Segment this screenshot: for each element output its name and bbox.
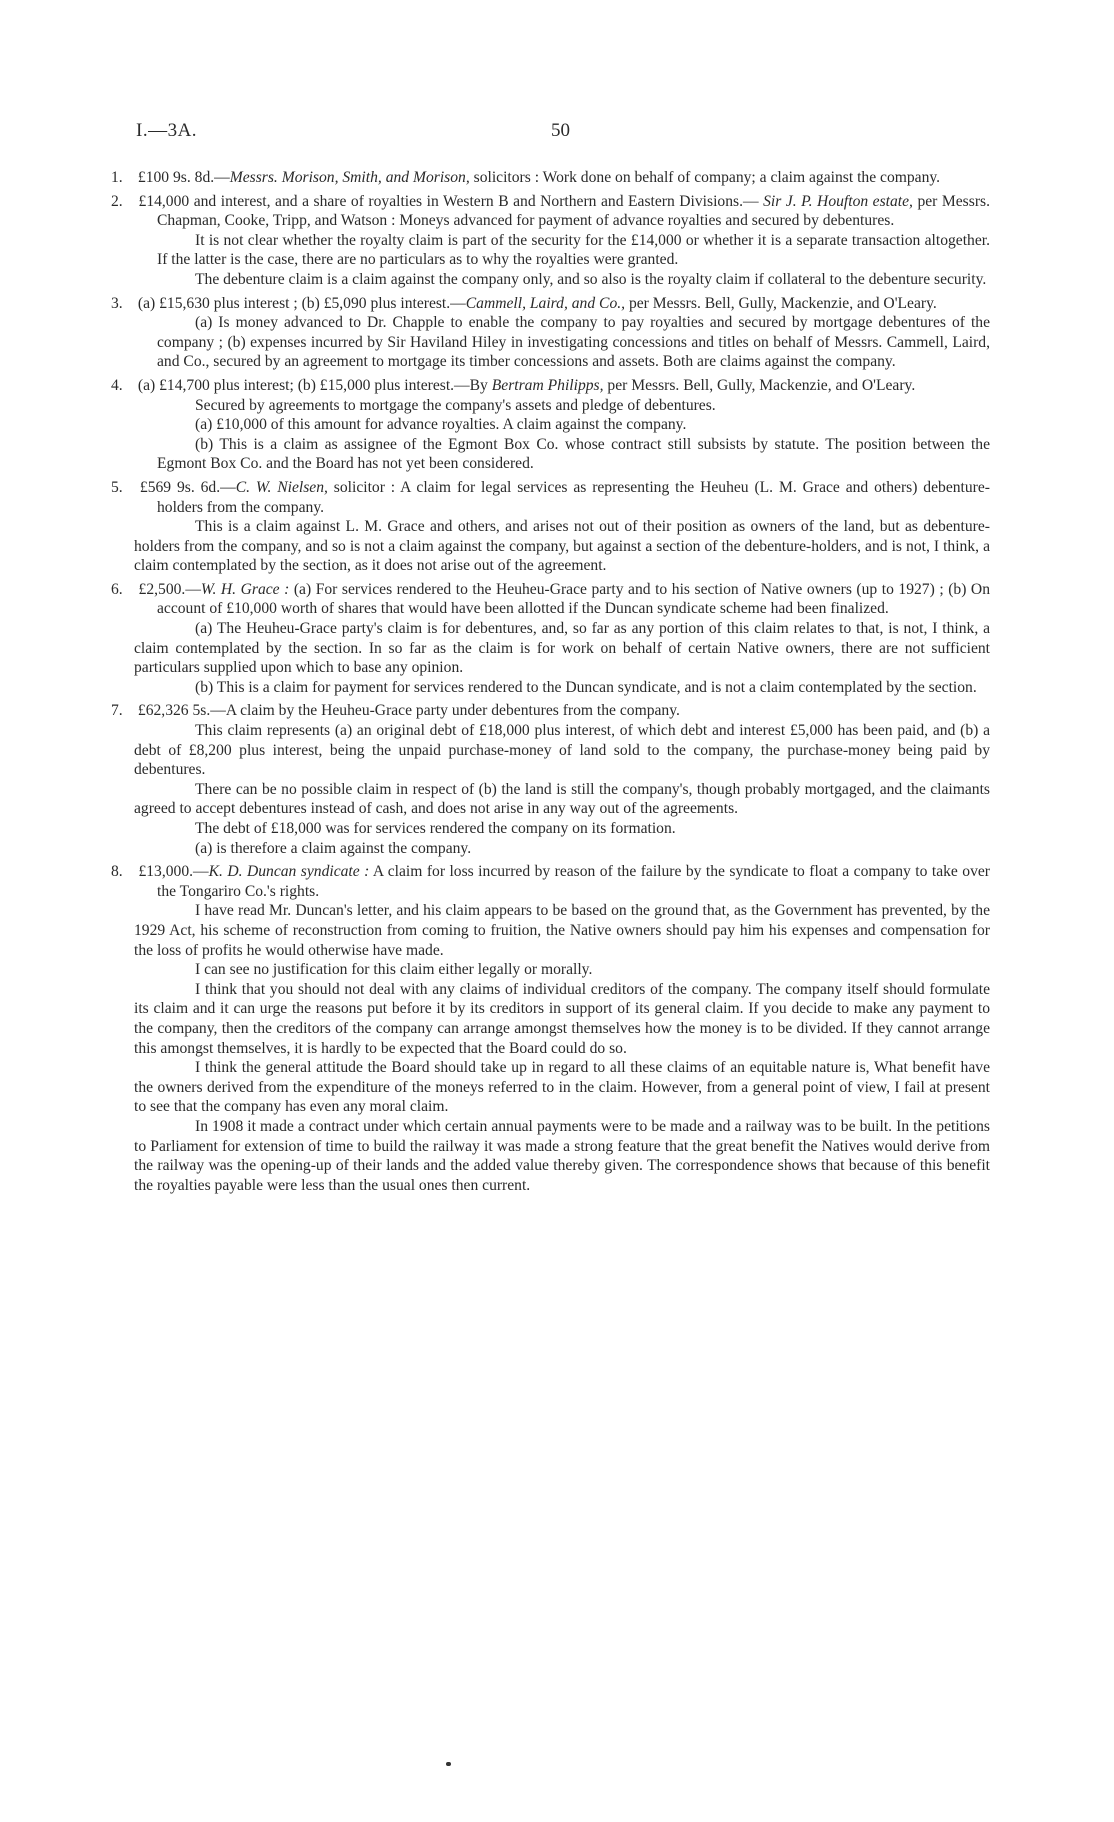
claim-paragraph: (a) The Heuheu-Grace party's claim is for debentures, and, so far as any portion of this claim relates to that, is not, I think, a claim contemplated by the section. In so far as the claim is for work on behalf of certain Native owners, there are not sufficient particulars supplied upon which to base any opinion. <box>134 620 990 677</box>
claim-heading: 5. £569 9s. 6d.—C. W. Nielsen, solicitor : A claim for legal services as representing the Heuheu (L. M. Grace and others) debenture-holders from the company. <box>111 478 990 516</box>
claim-paragraph: In 1908 it made a contract under which certain annual payments were to be made and a railway was to be built. In the petitions to Parliament for extension of time to build the railway it was made a strong feature that the great benefit the Natives would derive from the railway was the opening-up of their lands and the added value thereby given. The correspondence shows that because of this benefit the royalties payable were less than the usual ones then current. <box>134 1117 990 1194</box>
claimant-name: Sir J. P. Houfton estate, <box>763 192 913 210</box>
claims-list <box>111 168 990 1199</box>
claimant-name: Cammell, Laird, and Co., <box>465 294 626 312</box>
claim-paragraph: (b) This is a claim as assignee of the Egmont Box Co. whose contract still subsists by statute. The position between the Egmont Box Co. and the Board has not yet been considered. <box>157 435 990 473</box>
claim-paragraph: This claim represents (a) an original debt of £18,000 plus interest, of which debt and interest £5,000 has been paid, and (b) a debt of £8,200 plus interest, being the unpaid purchase-money of land sold to the company, the purchase-money being paid by debentures. <box>134 722 990 779</box>
claim-paragraph: (a) is therefore a claim against the company. <box>195 839 472 857</box>
claimant-name: W. H. Grace : <box>200 580 290 598</box>
claim-heading: 3. (a) £15,630 plus interest ; (b) £5,090 plus interest.—Cammell, Laird, and Co., per Messrs. Bell, Gully, Mackenzie, and O'Leary. <box>111 294 937 312</box>
claim-paragraph: It is not clear whether the royalty claim is part of the security for the £14,000 or whether it is a separate transaction altogether. If the latter is the case, there are no particulars as to why the royalties were granted. <box>157 231 990 269</box>
claim-amount: £62,326 5s.—A claim by the Heuheu-Grace party under debentures from the company. <box>137 702 680 720</box>
claimant-name: Messrs. Morison, Smith, and Morison, <box>229 169 470 186</box>
claim-amount: £14,000 and interest, and a share of royalties in Western B and Northern and Eastern Divisions.— <box>138 192 764 210</box>
claim-paragraph: Secured by agreements to mortgage the company's assets and pledge of debentures. <box>195 396 716 414</box>
claim-item-7 <box>111 701 990 858</box>
claim-description: (a) For services rendered to the Heuheu-Grace party and to his section of Native owners (up to 1927) ; (b) On account of £10,000 worth of shares that would have been allotted if the Duncan syndicate scheme had been finalized. <box>157 580 990 618</box>
claim-description: per Messrs. Bell, Gully, Mackenzie, and O'Leary. <box>625 294 937 312</box>
claim-description: solicitor : A claim for legal services as representing the Heuheu (L. M. Grace and others) debenture-holders from the company. <box>157 478 990 516</box>
claim-item-8 <box>111 862 990 1195</box>
document-reference: I.—3A. <box>136 120 198 141</box>
claim-description: per Messrs. Bell, Gully, Mackenzie, and O'Leary. <box>603 376 916 394</box>
claimant-name: Bertram Philipps, <box>491 376 604 394</box>
claim-item-2 <box>111 192 990 290</box>
claim-paragraph: This is a claim against L. M. Grace and others, and arises not out of their position as owners of the land, but as debenture-holders from the company, and so is not a claim against the company, but against a section of the debenture-holders, and is not, I think, a claim contemplated by the section, as it does not arise out of the agreement. <box>134 518 990 575</box>
claim-description: solicitors : Work done on behalf of company; a claim against the company. <box>469 169 941 186</box>
claim-item-1 <box>111 168 990 188</box>
printer-mark <box>446 1762 451 1766</box>
claimant-name: C. W. Nielsen, <box>235 478 328 496</box>
claimant-name: K. D. Duncan syndicate : <box>208 863 370 881</box>
claim-item-6 <box>111 580 990 698</box>
claim-item-5 <box>111 478 990 576</box>
claim-heading: 7. £62,326 5s.—A claim by the Heuheu-Grace party under debentures from the company. <box>111 702 680 720</box>
page-header <box>136 120 996 144</box>
claim-amount: £2,500.— <box>138 580 201 598</box>
claim-heading: 1. £100 9s. 8d.—Messrs. Morison, Smith, and Morison, solicitors : Work done on behalf of company; a claim against the company. <box>111 169 941 186</box>
claim-paragraph: I have read Mr. Duncan's letter, and his claim appears to be based on the ground that, as the Government has prevented, by the 1929 Act, his scheme of reconstruction from coming to fruition, the Native owners should pay him his expenses and compensation for the loss of profits he would otherwise have made. <box>134 902 990 959</box>
claim-paragraph: The debenture claim is a claim against the company only, and so also is the royalty claim if collateral to the debenture security. <box>195 270 987 288</box>
claim-paragraph: (b) This is a claim for payment for services rendered to the Duncan syndicate, and is not a claim contemplated by the section. <box>195 678 977 696</box>
claim-paragraph: The debt of £18,000 was for services rendered the company on its formation. <box>195 820 676 837</box>
claim-paragraph: (a) £10,000 of this amount for advance royalties. A claim against the company. <box>195 416 687 434</box>
claim-paragraph: I can see no justification for this claim either legally or morally. <box>195 961 593 979</box>
claim-paragraph: I think that you should not deal with any claims of individual creditors of the company. The company itself should formulate its claim and it can urge the reasons put before it by its creditors in support of its general claim. If you decide to make any payment to the company, then the creditors of the company can arrange amongst themselves how the money is to be divided. If they cannot arrange this amongst themselves, it is hardly to be expected that the Board could do so. <box>134 980 990 1057</box>
claim-heading: 6. £2,500.—W. H. Grace : (a) For services rendered to the Heuheu-Grace party and to his section of Native owners (up to 1927) ; (b) On account of £10,000 worth of shares that would have been allotted if the Duncan syndicate scheme had been finalized. <box>111 580 990 618</box>
claim-heading: 8. £13,000.—K. D. Duncan syndicate : A claim for loss incurred by reason of the failure by the syndicate to float a company to take over the Tongariro Co.'s rights. <box>111 863 990 900</box>
claim-amount: £569 9s. 6d.— <box>139 478 236 496</box>
claim-description: per Messrs. Chapman, Cooke, Tripp, and Watson : Moneys advanced for payment of advance royalties and secured by debentures. <box>157 192 990 230</box>
claim-paragraph: There can be no possible claim in respect of (b) the land is still the company's, though probably mortgaged, and the claimants agreed to accept debentures instead of cash, and does not arise in any way out of the agreements. <box>134 780 990 818</box>
claim-amount: £13,000.— <box>138 863 209 881</box>
claim-amount: (a) £14,700 plus interest; (b) £15,000 plus interest.—By <box>137 376 492 394</box>
claim-amount: £100 9s. 8d.— <box>137 169 230 186</box>
claim-item-4 <box>111 376 990 474</box>
page-number: 50 <box>551 120 570 141</box>
claim-paragraph: I think the general attitude the Board should take up in regard to all these claims of an equitable nature is, What benefit have the owners derived from the expenditure of the moneys referred to in the claim. However, from a general point of view, I fail at present to see that the company has even any moral claim. <box>134 1059 990 1116</box>
claim-amount: (a) £15,630 plus interest ; (b) £5,090 plus interest.— <box>137 294 466 312</box>
claim-description: A claim for loss incurred by reason of the failure by the syndicate to float a company to take over the Tongariro Co.'s rights. <box>157 863 990 900</box>
claim-item-3 <box>111 294 990 372</box>
claim-heading: 4. (a) £14,700 plus interest; (b) £15,000 plus interest.—By Bertram Philipps, per Messrs. Bell, Gully, Mackenzie, and O'Leary. <box>111 376 916 394</box>
claim-heading: 2. £14,000 and interest, and a share of royalties in Western B and Northern and Eastern Divisions.— Sir J. P. Houfton estate, per Messrs. Chapman, Cooke, Tripp, and Watson : Moneys advanced for payment of advance royalties and secured by debentures. <box>111 192 990 230</box>
claim-paragraph: (a) Is money advanced to Dr. Chapple to enable the company to pay royalties and secured by mortgage debentures of the company ; (b) expenses incurred by Sir Haviland Hiley in investigating concessions and titles on behalf of Messrs. Cammell, Laird, and Co., secured by an agreement to mortgage its timber concessions and assets. Both are claims against the company. <box>157 314 990 371</box>
